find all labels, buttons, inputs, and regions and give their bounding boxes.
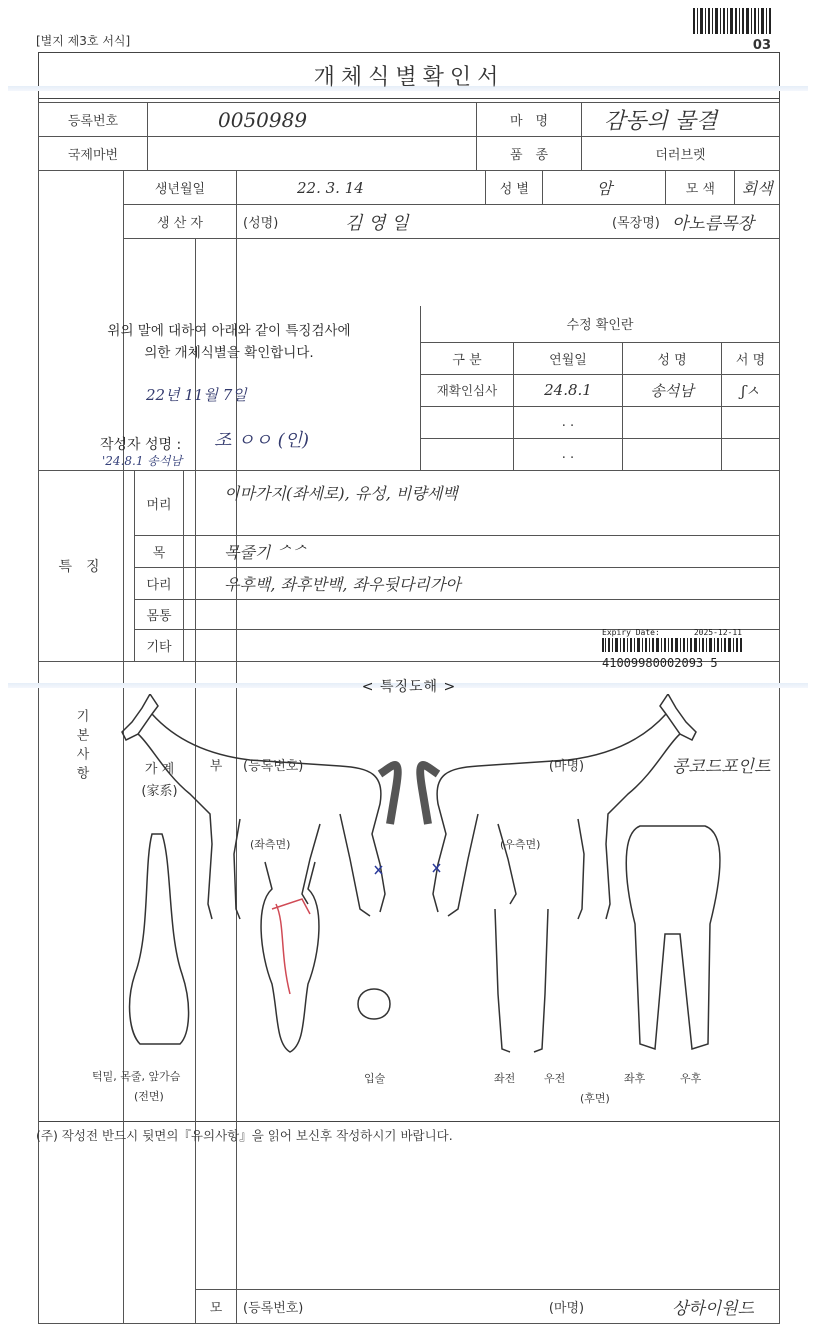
barcode-top (693, 8, 771, 34)
left-side-horse-icon (122, 694, 398, 919)
lips-label: 입술 (364, 1070, 385, 1086)
document-title: 개체식별확인서 (38, 56, 780, 94)
lips-icon (358, 989, 390, 1019)
diagram-title: < 특징도해 > (38, 676, 780, 696)
front-view-label: (전면) (134, 1088, 164, 1104)
rear-horse-icon (626, 826, 720, 1049)
sex-label: 성 별 (486, 171, 543, 205)
sire-reg-label: (등록번호) (237, 239, 543, 1290)
page-number: 03 (753, 38, 771, 53)
color-value: 회색 (735, 171, 780, 205)
revision-table (420, 306, 780, 471)
author-label: 작성자 성명 : (100, 434, 181, 454)
confirm-statement (38, 320, 420, 364)
intl-no-value (148, 137, 477, 171)
table-row (421, 374, 780, 406)
front-neck-horse-icon (130, 834, 189, 1044)
rev-date: 24.8.1 (514, 374, 623, 406)
rear-view-label: (후면) (580, 1090, 610, 1106)
other-label: 기타 (135, 630, 184, 662)
pedigree-hanja: (家系) (141, 784, 177, 799)
neck-label: 목 (135, 536, 184, 568)
statement-line-1: 위의 말에 대하여 아래와 같이 특징검사에 (38, 320, 420, 342)
rev-name (623, 438, 722, 470)
rev-date: . . (514, 438, 623, 470)
rev-sign (722, 438, 780, 470)
front-legs-icon (495, 909, 548, 1052)
color-label: 모 색 (666, 171, 735, 205)
features-section-label: 특징 (38, 471, 135, 662)
author-value: 조 ㅇㅇ (인) (214, 426, 309, 452)
rev-type (421, 438, 514, 470)
statement-line-2: 의한 개체식별을 확인합니다. (38, 342, 420, 364)
birth-label: 생년월일 (124, 171, 237, 205)
left-side-label: (좌측면) (250, 836, 290, 852)
revision-title: 수정 확인란 (421, 306, 780, 342)
header-table (38, 102, 780, 171)
intl-no-label: 국제마번 (39, 137, 148, 171)
expiry-barcode (602, 638, 742, 652)
sire-name-value: 콩코드포인트 (666, 239, 780, 1290)
expiry-label: Expiry Date: (602, 628, 660, 637)
front-caption: 턱밑, 목줄, 앞가슴 (92, 1068, 180, 1084)
rev-type (421, 406, 514, 438)
head-value: 이마가지(좌세로), 유성, 비량세백 (184, 471, 781, 536)
table-row (421, 438, 780, 470)
sire-label: 부 (196, 239, 237, 1290)
confirm-box (38, 306, 421, 471)
author-note: '24.8.1 송석남 (102, 452, 182, 469)
expiry-date: 2025-12-11 (694, 628, 742, 637)
left-hind-label: 좌후 (624, 1070, 645, 1086)
title-divider (38, 98, 780, 99)
rev-header-type: 구 분 (421, 342, 514, 374)
rev-header-sign: 서 명 (722, 342, 780, 374)
rev-sign (722, 406, 780, 438)
breeder-name-value: 김 영 일 (339, 205, 543, 239)
rev-name: 송석남 (623, 374, 722, 406)
head-label: 머리 (135, 471, 184, 536)
head-front-icon (261, 862, 319, 1052)
farm-label: (목장명) (543, 205, 666, 239)
footer-note: (주) 작성전 반드시 뒷면의『유의사항』을 읽어 보신후 작성하시기 바랍니다. (36, 1126, 453, 1144)
breeder-name-label: (성명) (237, 205, 340, 239)
body-label: 몸통 (135, 600, 184, 630)
rev-sign: ʃㅅ (722, 374, 780, 406)
rev-date: . . (514, 406, 623, 438)
breed-value: 더러브렛 (582, 137, 780, 171)
dam-name-value (666, 1290, 780, 1324)
rev-name (623, 406, 722, 438)
right-hind-label: 우후 (680, 1070, 701, 1086)
expiry-barcode-number: 41009980002093 5 (602, 656, 742, 670)
legs-label: 다리 (135, 568, 184, 600)
body-value (184, 600, 781, 630)
horse-name-value: 감동의 물결 (582, 103, 780, 137)
horse-name-label: 마 명 (477, 103, 582, 137)
reg-no-value: 0050989 (148, 103, 477, 137)
neck-value: 목줄기 ᄼᄼ (184, 536, 781, 568)
rev-type: 재확인심사 (421, 374, 514, 406)
expiry-sticker (602, 628, 742, 670)
confirm-date: 22년 11월 7일 (146, 384, 247, 405)
pedigree-label-text: 가 계 (145, 762, 174, 777)
birth-value: 22. 3. 14 (237, 171, 486, 205)
right-side-horse-icon (420, 694, 696, 919)
dam-label (196, 1290, 237, 1324)
left-front-label: 좌전 (494, 1070, 515, 1086)
right-front-label: 우전 (544, 1070, 565, 1086)
reg-no-label: 등록번호 (39, 103, 148, 137)
farm-value: 아노름목장 (666, 205, 780, 239)
breeder-label: 생 산 자 (124, 205, 237, 239)
legs-value: 우후백, 좌후반백, 좌우뒷다리가아 (184, 568, 781, 600)
rev-header-date: 연월일 (514, 342, 623, 374)
sex-value: 암 (543, 171, 666, 205)
sire-name-label: (마명) (543, 239, 666, 1290)
form-label: [별지 제3호 서식] (36, 32, 130, 49)
right-side-label: (우측면) (500, 836, 540, 852)
basic-section-label: 기본사항 (39, 171, 124, 1324)
horse-diagram (40, 694, 778, 1114)
dam-reg-label (237, 1290, 543, 1324)
rev-header-name: 성 명 (623, 342, 722, 374)
breed-label: 품 종 (477, 137, 582, 171)
table-row (421, 406, 780, 438)
dam-name-label (543, 1290, 666, 1324)
